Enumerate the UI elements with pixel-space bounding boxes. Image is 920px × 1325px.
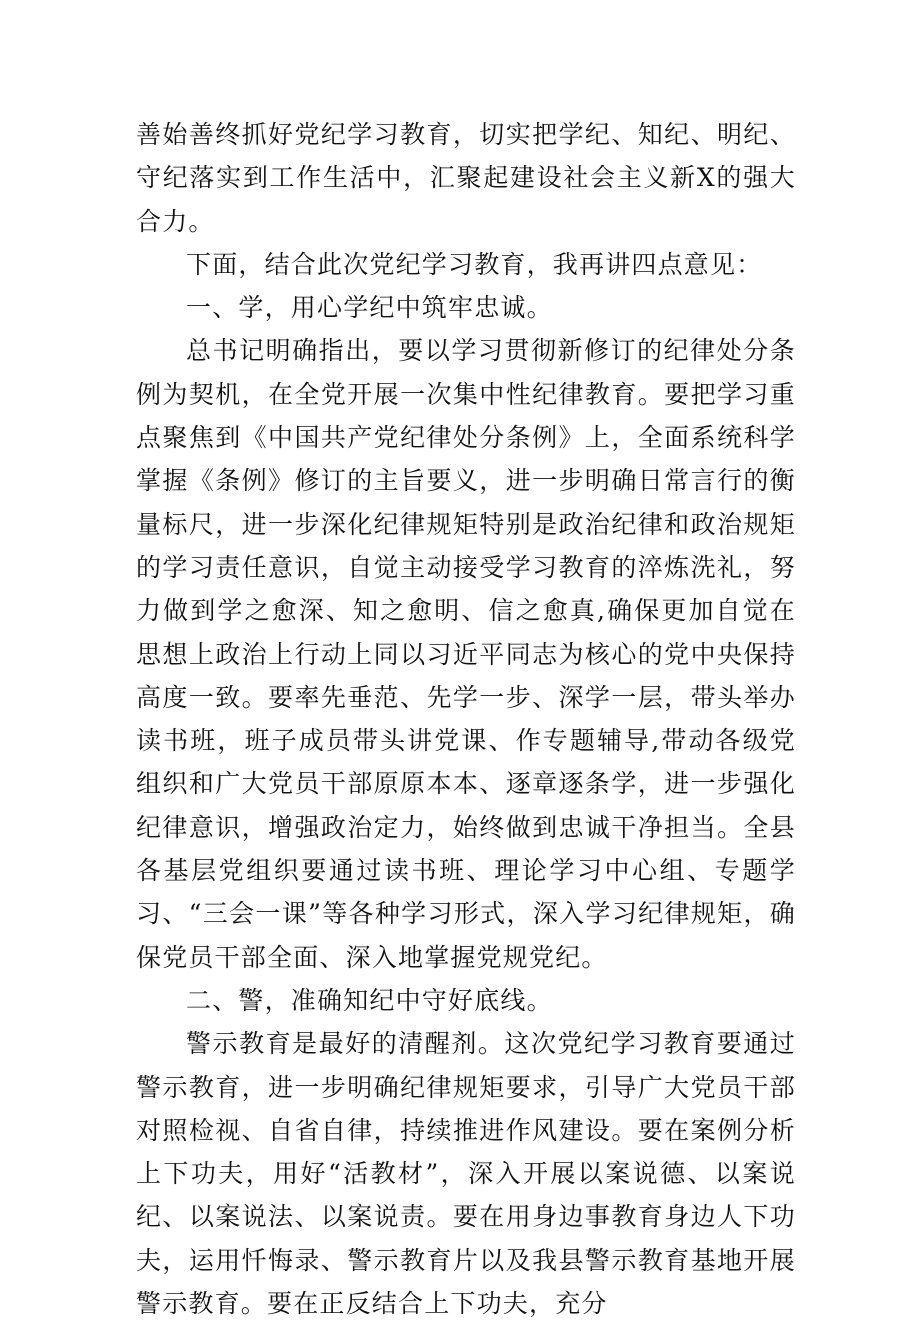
paragraph-section-1: 总书记明确指出，要以学习贯彻新修订的纪律处分条例为契机，在全党开展一次集中性纪律教育。要把学习重点聚焦到《中国共产党纪律处分条例》上，全面系统科学掌握《条例》修订的主旨要义，进一步明确日常言行的衡量标尺，进一步深化纪律规矩特别是政治纪律和政治规矩的学习责任意识，自觉主动接受学习教育的淬炼洗礼，努力做到学之愈深、知之愈明、信之愈真,确保更加自觉在思想上政治上行动上同以习近平同志为核心的党中央保持高度一致。要率先垂范、先学一步、深学一层，带头举办读书班，班子成员带头讲党课、作专题辅导,带动各级党组织和广大党员干部原原本本、逐章逐条学，进一步强化纪律意识，增强政治定力，始终做到忠诚干净担当。全县各基层党组织要通过读书班、理论学习中心组、专题学习、“三会一课”等各种学习形式，深入学习纪律规矩，确保党员干部全面、深入地掌握党规党纪。 [136, 336, 796, 972]
paragraph-section-2: 警示教育是最好的清醒剂。这次党纪学习教育要通过警示教育，进一步明确纪律规矩要求，引导广大党员干部对照检视、自省自律，持续推进作风建设。要在案例分析上下功夫，用好“活教材”，深入开展以案说德、以案说纪、以案说法、以案说责。要在用身边事教育身边人下功夫，运用忏悔录、警示教育片以及我县警示教育基地开展警示教育。要在正反结合上下功夫，充分 [136, 1029, 796, 1319]
section-heading-1: 一、学，用心学纪中筑牢忠诚。 [186, 293, 553, 323]
paragraph-continuation: 善始善终抓好党纪学习教育，切实把学纪、知纪、明纪、守纪落实到工作生活中，汇聚起建设社会主义新X的强大合力。 [136, 120, 796, 236]
section-heading-2: 二、警，准确知纪中守好底线。 [186, 985, 553, 1015]
document-body [136, 113, 796, 1325]
paragraph-intro: 下面，结合此次党纪学习教育，我再讲四点意见： [186, 249, 763, 279]
